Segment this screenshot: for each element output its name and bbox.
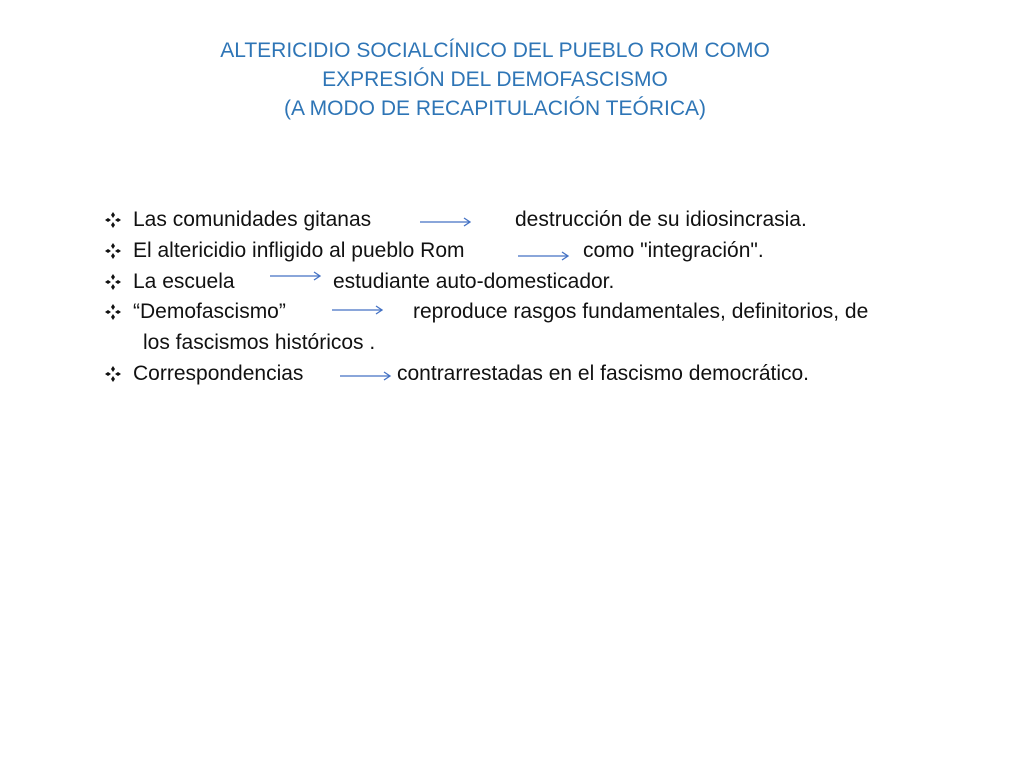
item-right-text: contrarrestadas en el fascismo democrático. <box>397 362 810 385</box>
item-left-text: Correspondencias <box>133 362 304 385</box>
diamond-bullet-icon <box>105 212 121 228</box>
title-line-3: (A MODO DE RECAPITULACIÓN TEÓRICA) <box>284 97 706 120</box>
right-arrow-icon <box>518 250 570 262</box>
title-line-2: EXPRESIÓN DEL DEMOFASCISMO <box>322 68 668 91</box>
item-right-text: reproduce rasgos fundamentales, definitorios, de <box>413 300 869 323</box>
list-item <box>0 267 1024 297</box>
diamond-bullet-icon <box>105 366 121 382</box>
diamond-bullet-icon <box>105 304 121 320</box>
item-right-text: destrucción de su idiosincrasia. <box>515 208 807 231</box>
diamond-bullet-icon <box>105 243 121 259</box>
list-item <box>0 359 1024 389</box>
item-left-text: Las comunidades gitanas <box>133 208 372 231</box>
item-continuation-text: los fascismos históricos . <box>143 331 376 354</box>
right-arrow-icon <box>420 216 472 228</box>
list-item <box>0 205 1024 235</box>
item-right-text: como "integración". <box>583 239 764 262</box>
item-left-text: El altericidio infligido al pueblo Rom <box>133 239 465 262</box>
list-item <box>0 297 1024 327</box>
right-arrow-icon <box>270 270 322 282</box>
title-line-1: ALTERICIDIO SOCIALCÍNICO DEL PUEBLO ROM COMO <box>220 39 770 62</box>
item-left-text: La escuela <box>133 270 235 293</box>
right-arrow-icon <box>332 304 384 316</box>
diamond-bullet-icon <box>105 274 121 290</box>
right-arrow-icon <box>340 370 392 382</box>
list-item-continuation <box>0 328 1024 358</box>
item-right-text: estudiante auto-domesticador. <box>333 270 615 293</box>
list-item <box>0 236 1024 266</box>
item-left-text: “Demofascismo” <box>133 300 286 323</box>
